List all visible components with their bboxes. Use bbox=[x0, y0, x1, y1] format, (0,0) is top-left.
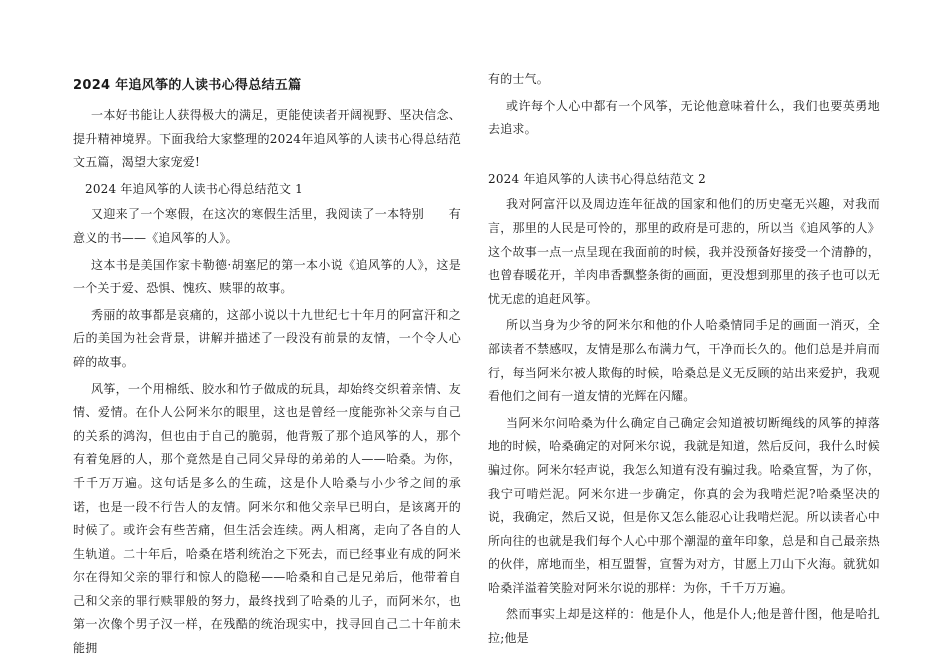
section-heading: 2024 年追风筝的人读书心得总结范文 1 bbox=[85, 181, 304, 196]
body-paragraph: 有的士气。 bbox=[488, 72, 550, 86]
paragraph-spacer bbox=[488, 145, 880, 168]
body-paragraph: 这本书是美国作家卡勒德·胡塞尼的第一本小说《追风筝的人》，这是一个关于爱、恐惧、愧疚、赎罪的故事。 bbox=[73, 257, 461, 296]
document-title: 2024 年追风筝的人读书心得总结五篇 bbox=[73, 78, 302, 93]
body-paragraph: 一本好书能让人获得极大的满足，更能使读者开阔视野、坚决信念、提升精神境界。下面我给大家整理的2024年追风筝的人读书心得总结范文五篇，渴望大家宠爱! bbox=[73, 108, 461, 170]
right-column bbox=[488, 68, 880, 654]
right-column-body bbox=[488, 68, 880, 651]
body-paragraph: 当阿米尔问哈桑为什么确定自己确定会知道被切断绳线的风筝的掉落地的时候，哈桑确定的对阿米尔说，我就是知道，然后反问，我什么时候骗过你。阿米尔轻声说，我怎么知道有没有骗过我。哈桑宣誓，为了你，我宁可啃烂泥。阿米尔进一步确定，你真的会为我啃烂泥?哈桑坚决的说，我确定，然后又说，但是你又怎么能忍心让我啃烂泥。所以读者心中所向往的也就是我们每个人心中那个潮湿的童年印象，总是和自己最亲热的伙伴，席地而坐，相互盟誓，宣誓为对方，甘愿上刀山下火海。就犹如哈桑洋溢着笑脸对阿米尔说的那样：为你，千千万万遍。 bbox=[488, 415, 880, 595]
body-paragraph: 风筝，一个用棉纸、胶水和竹子做成的玩具，却始终交织着亲情、友情、爱情。在仆人公阿米尔的眼里，这也是曾经一度能弥补父亲与自己的关系的鸿沟，但也由于自己的脆弱，他背叛了那个追风筝的人，那个有着兔唇的人，那个竟然是自己同父异母的弟弟的人——哈桑。为你，千千万万遍。这句话是多么的生疏，这是仆人哈桑与小少爷之间的承诺，也是一段不行告人的友情。阿米尔和他父亲早已明白，是该离开的时候了。或许会有些苦痛，但生活会连续。两人相离，走向了各自的人生轨道。二十年后，哈桑在塔利统治之下死去，而已经事业有成的阿米尔在得知父亲的罪行和惊人的隐秘——哈桑和自己是兄弟后，他带着自己和父亲的罪行赎罪般的努力，最终找到了哈桑的儿子，而阿米尔，也第一次像个男子汉一样，在残酷的统治现实中，找寻回自己二十年前未能拥 bbox=[73, 381, 461, 656]
body-paragraph: 所以当身为少爷的阿米尔和他的仆人哈桑情同手足的画面一消灭，全部读者不禁感叹，友情是那么布满力气，干净而长久的。他们总是并肩而行，每当阿米尔被人欺侮的时候，哈桑总是义无反顾的站出来爱护，我观看他们之间有一道友情的光辉在闪耀。 bbox=[488, 318, 880, 404]
body-paragraph: 然而事实上却是这样的：他是仆人，他是仆人;他是普什图，他是哈扎拉;他是 bbox=[488, 607, 880, 646]
left-column bbox=[73, 68, 461, 664]
body-paragraph: 或许每个人心中都有一个风筝，无论他意味着什么，我们也要英勇地去追求。 bbox=[488, 98, 880, 137]
body-paragraph: 秀丽的故事都是哀痛的，这部小说以十九世纪七十年月的阿富汗和之后的美国为社会背景，讲解并描述了一段没有前景的友情，一个令人心碎的故事。 bbox=[73, 307, 461, 369]
body-paragraph: 又迎来了一个寒假，在这次的寒假生活里，我阅读了一本特别 有意义的书——《追风筝的人》。 bbox=[73, 207, 461, 245]
left-column-body bbox=[73, 104, 461, 661]
section-heading: 2024 年追风筝的人读书心得总结范文 2 bbox=[488, 171, 707, 186]
body-paragraph: 我对阿富汗以及周边连年征战的国家和他们的历史毫无兴趣，对我而言，那里的人民是可怜的，那里的政府是可悲的，所以当《追风筝的人》这个故事一点一点呈现在我面前的时候，我并没预备好接受一个清静的，也曾春暖花开，羊肉串香飘整条街的画面，更没想到那里的孩子也可以无忧无虑的追赶风筝。 bbox=[488, 197, 880, 306]
